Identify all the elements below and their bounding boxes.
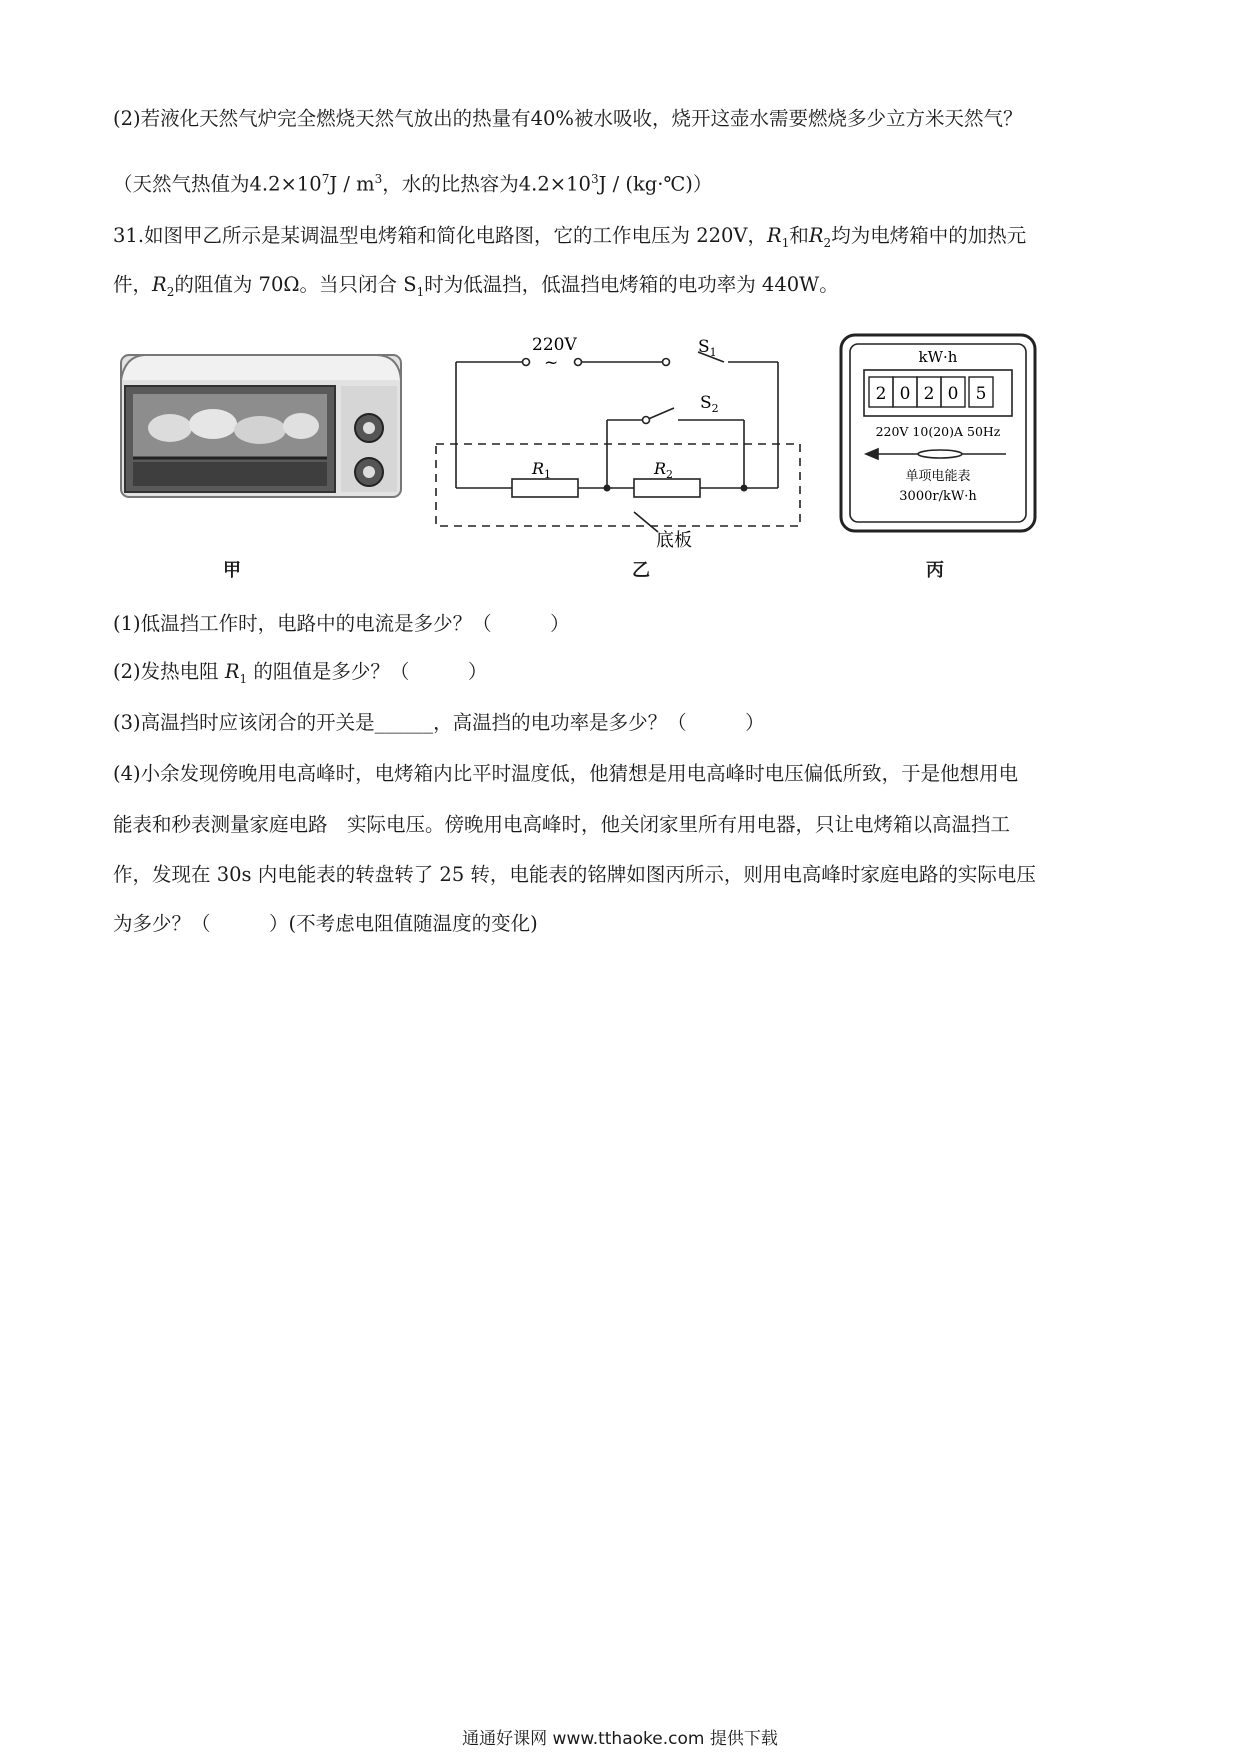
food-item — [234, 416, 286, 444]
junction — [604, 485, 611, 492]
caption-jia: 甲 — [223, 560, 241, 581]
oven-top — [121, 355, 401, 380]
food-item — [189, 409, 237, 439]
switch-s2-pivot — [643, 417, 650, 424]
food-item — [283, 413, 319, 439]
energy-meter — [836, 330, 1040, 536]
meter-digit: 2 — [875, 384, 887, 404]
q31-q4-line4: 为多少？（ ）(不考虑电阻值随温度的变化) — [113, 912, 538, 935]
q31-q2: (2)发热电阻 $R_1$ 的阻值是多少？（ ） — [113, 660, 488, 686]
meter-digit: 2 — [923, 384, 935, 404]
meter-digit: 5 — [975, 384, 987, 404]
q30-constants: （天然气热值为$4.2\times 10^7J / m^3$，水的比热容为$4.2\times 10^3J$ / (kg·℃)） — [113, 172, 713, 196]
junction — [741, 485, 748, 492]
q31-intro-line2: 件，$R_2$的阻值为 70Ω。当只闭合 $S_1$时为低温挡，低温挡电烤箱的电功率为 440W。 — [113, 273, 839, 299]
base-label: 底板 — [656, 530, 692, 551]
meter-constant: 3000r/kW·h — [899, 489, 977, 504]
q31-q1: (1)低温挡工作时，电路中的电流是多少？（ ） — [113, 612, 570, 635]
meter-name: 单项电能表 — [905, 469, 971, 484]
meter-unit: kW·h — [918, 348, 958, 366]
meter-rating: 220V 10(20)A 50Hz — [875, 424, 1001, 439]
meter-digit: 0 — [899, 384, 911, 404]
footer-credit: 通通好课网 www.tthaoke.com 提供下载 — [462, 1729, 778, 1749]
caption-yi: 乙 — [632, 560, 650, 581]
resistor-r1 — [512, 479, 578, 497]
food-item — [148, 414, 192, 442]
terminal — [523, 359, 530, 366]
caption-bing: 丙 — [926, 560, 944, 581]
resistor-r2 — [634, 479, 700, 497]
switch-s1-label: $S_1$ — [698, 337, 717, 359]
ac-symbol: ~ — [544, 353, 559, 373]
q30-part2: (2)若液化天然气炉完全燃烧天然气放出的热量有40%被水吸收，烧开这壶水需要燃烧多少立方米天然气？ — [113, 107, 1023, 130]
resistor-r1-label: $R_1$ — [532, 459, 552, 481]
oven-door-lower — [133, 462, 327, 486]
q31-intro-line1: 31.如图甲乙所示是某调温型电烤箱和简化电路图，它的工作电压为 220V，$R_1$和$R_2$均为电烤箱中的加热元 — [113, 224, 1027, 250]
resistor-r2-label: $R_2$ — [654, 459, 674, 481]
q31-q3: (3)高温挡时应该闭合的开关是______，高温挡的电功率是多少？（ ） — [113, 711, 765, 734]
q31-q4-line2: 能表和秒表测量家庭电路 实际电压。傍晚用电高峰时，他关闭家里所有用电器，只让电烤箱以高温挡工 — [113, 813, 1011, 836]
q31-q4-line1: (4)小余发现傍晚用电高峰时，电烤箱内比平时温度低，他猜想是用电高峰时电压偏低所致，于是他想用电 — [113, 762, 1019, 785]
switch-s2-label: $S_2$ — [700, 393, 719, 415]
meter-digit: 0 — [947, 384, 959, 404]
voltage-label: 220V — [532, 335, 577, 355]
q31-q4-line3: 作，发现在 30s 内电能表的转盘转了 25 转，电能表的铭牌如图丙所示，则用电高峰时家庭电路的实际电压 — [113, 863, 1036, 886]
circuit-diagram — [428, 326, 808, 556]
terminal — [575, 359, 582, 366]
base-pointer — [634, 512, 658, 532]
switch-s1-pivot — [663, 359, 670, 366]
oven-figure — [115, 350, 405, 502]
